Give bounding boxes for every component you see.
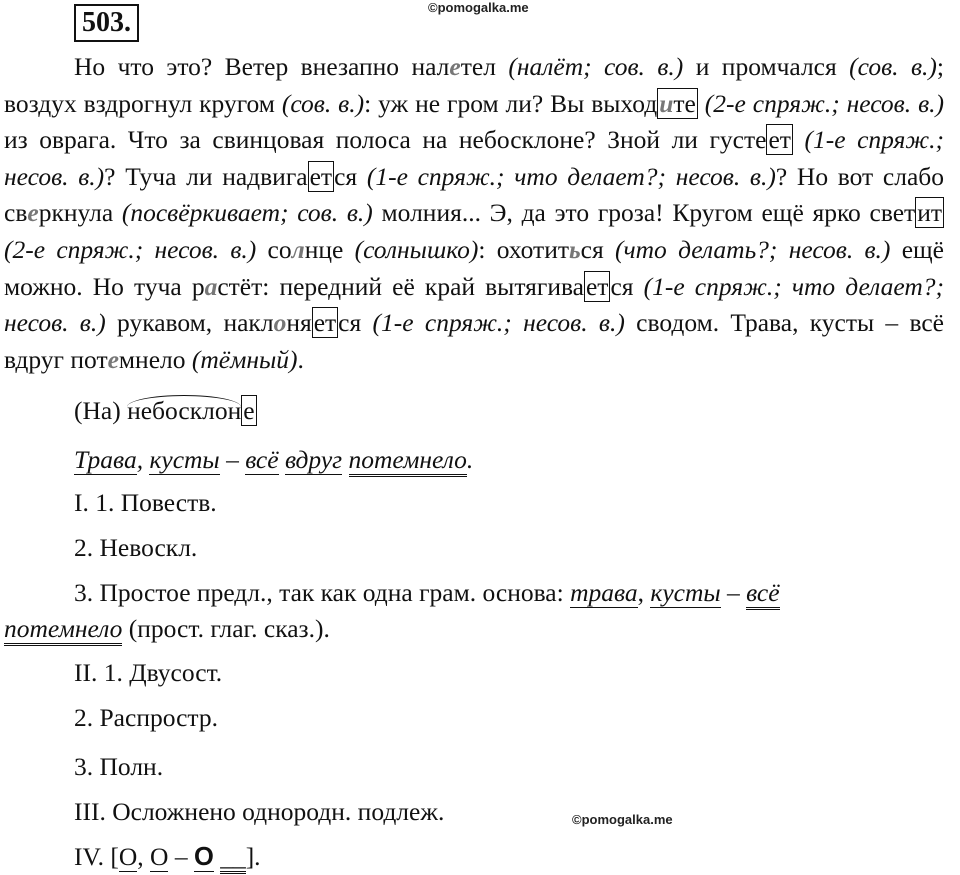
analysis-i1: I. 1. Повеств. xyxy=(74,488,217,517)
watermark-top: ©pomogalka.me xyxy=(428,0,529,15)
exercise-paragraph: Но что это? Ветер внезапно налетел (налёт; сов. в.) и промчался (сов. в.); воздух вздрогнул кругом (сов. в.): уж не гром ли? Вы выходите (2-е спряж.; несов. в.) из оврага. Что за свинцовая полоса на небосклоне? Зной ли густеет (1-е спряж.; несов. в.)? Туча ли надвигается (1-е спряж.; что делает?; несов. в.)? Но вот слабо сверкнула (посвёркивает; сов. в.) молния... Э, да это гроза! Кругом ещё ярко светит (2-е спряж.; несов. в.) солнце (солнышко): охотиться (что делать?; несов. в.) ещё можно. Но туча растёт: передний её край вытягивается (1-е спряж.; что делает?; несов. в.) рукавом, наклоняется (1-е спряж.; несов. в.) сводом. Трава, кусты – всё вдруг потемнело (тёмный). xyxy=(4,52,945,374)
exercise-number: 503. xyxy=(74,4,139,42)
analysis-i3: 3. Простое предл., так как одна грам. основа: трава, кусты – всё xyxy=(74,578,780,608)
parsed-sentence: Трава, кусты – всё вдруг потемнело. xyxy=(74,445,473,475)
watermark-bottom: ©pomogalka.me xyxy=(572,812,673,827)
word-ending: е xyxy=(243,396,255,425)
analysis-i2: 2. Невоскл. xyxy=(74,533,198,562)
analysis-ii2: 2. Распростр. xyxy=(74,703,218,732)
analysis-ii3: 3. Полн. xyxy=(74,752,164,781)
analysis-ii1: II. 1. Двусост. xyxy=(74,658,223,687)
analysis-i3-cont: потемнело (прост. глаг. сказ.). xyxy=(4,614,330,644)
word-stem: небосклон xyxy=(127,396,242,425)
sentence-scheme: IV. [О, О – О __]. xyxy=(74,842,261,872)
morpheme-parse: (На) небосклоне xyxy=(74,396,255,425)
analysis-iii: III. Осложнено однородн. подлеж. xyxy=(74,797,445,826)
